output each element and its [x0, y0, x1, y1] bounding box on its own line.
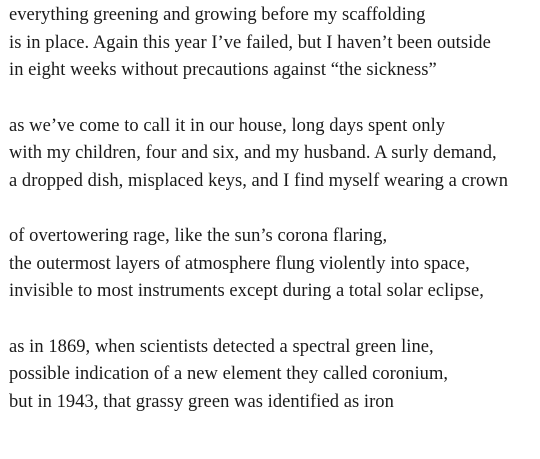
poem-line: possible indication of a new element they called coronium,: [9, 364, 449, 384]
poem-line: in eight weeks without precautions against “the sickness”: [9, 60, 437, 80]
stanza-1: [9, 2, 534, 85]
stanza-4: [9, 334, 534, 417]
poem-line: as we’ve come to call it in our house, long days spent only: [9, 115, 446, 136]
poem-line: invisible to most instruments except during a total solar eclipse,: [9, 281, 484, 301]
poem-line: everything greening and growing before my scaffolding: [9, 5, 426, 25]
poem-line: as in 1869, when scientists detected a spectral green line,: [9, 336, 434, 357]
poem-text: [9, 2, 534, 444]
stanza-3: [9, 223, 534, 306]
poem-line: a dropped dish, misplaced keys, and I find myself wearing a crown: [9, 170, 509, 191]
poem-line: of overtowering rage, like the sun’s corona flaring,: [9, 226, 388, 246]
poem-line: the outermost layers of atmosphere flung violently into space,: [9, 253, 470, 274]
poem-line: with my children, four and six, and my husband. A surly demand,: [9, 143, 497, 163]
poem-line: but in 1943, that grassy green was identified as iron: [9, 391, 394, 412]
stanza-2: [9, 113, 534, 196]
poem-line: is in place. Again this year I’ve failed, but I haven’t been outside: [9, 32, 491, 53]
